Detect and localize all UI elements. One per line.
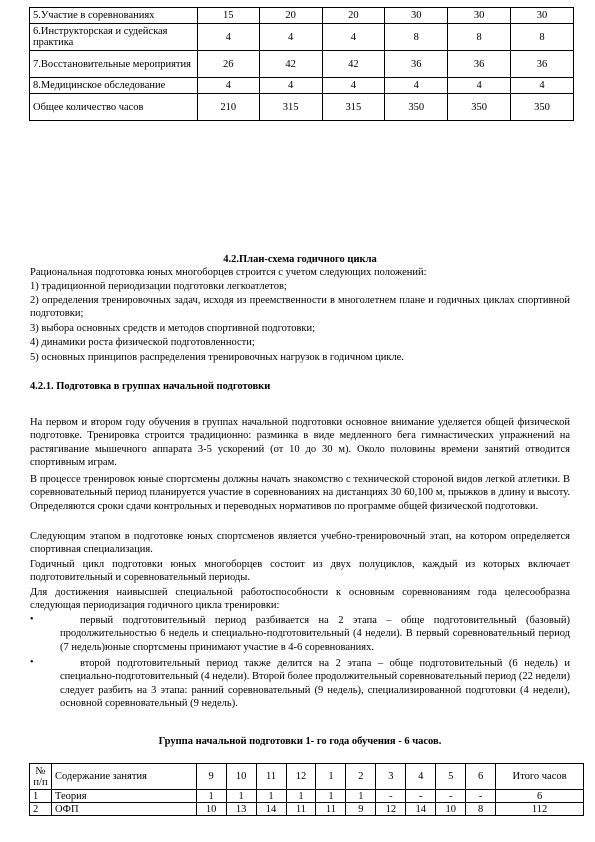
table-cell: 20 [259,8,322,24]
header-cell: Содержание занятия [51,764,196,790]
table-cell: 350 [511,94,574,121]
list-item: 5) основных принципов распределения тренировочных нагрузок в годичном цикле. [30,352,404,363]
row-label: Общее количество часов [30,94,198,121]
header-cell: 6 [466,764,496,790]
table-cell: 8 [466,803,496,816]
table-cell: 350 [448,94,511,121]
paragraph: Следующим этапом в подготовке юных спортсменов является учебно-тренировочный этап, на котором определяется спортивная специализация. [30,531,570,556]
table-cell: 315 [259,94,322,121]
table-cell: - [436,790,466,803]
table-row [30,78,574,94]
list-item: 2) определения тренировочных задач, исходя из преемственности в многолетнем плане и годичных циклах спортивной подготовки; [30,295,570,320]
table-cell: 6 [496,790,584,803]
table-cell: 112 [496,803,584,816]
table-cell: 350 [385,94,448,121]
header-cell: 11 [256,764,286,790]
table-title: Группа начальной подготовки 1- го года обучения - 6 часов. [158,736,442,747]
table-cell: 11 [316,803,346,816]
header-cell: 2 [346,764,376,790]
section-intro: Рациональная подготовка юных многоборцев строится с учетом следующих положений: [30,267,427,278]
table-row [30,24,574,51]
table-cell: 4 [511,78,574,94]
section-heading: 4.2.План-схема годичного цикла [223,254,377,265]
table-cell: 14 [406,803,436,816]
table-cell: 8 [385,24,448,51]
table-cell: 12 [376,803,406,816]
table-cell: 1 [256,790,286,803]
table-row [30,803,584,816]
header-cell: 4 [406,764,436,790]
row-label: 8.Медицинское обследование [30,78,198,94]
table-cell: ОФП [51,803,196,816]
table-cell: 4 [322,24,385,51]
table-cell: 4 [197,78,259,94]
table-cell: 8 [448,24,511,51]
table-cell: - [406,790,436,803]
list-item: 3) выбора основных средств и методов спортивной подготовки; [30,323,316,334]
table-cell: 15 [197,8,259,24]
table-cell: 4 [448,78,511,94]
table-cell: 36 [511,51,574,78]
table-cell: 13 [226,803,256,816]
table-cell: 1 [286,790,316,803]
table-header-row [30,764,584,790]
table-cell: 14 [256,803,286,816]
table-cell: 1 [316,790,346,803]
header-cell: Итого часов [496,764,584,790]
table-row [30,51,574,78]
table-cell: 2 [30,803,52,816]
table-cell: 1 [196,790,226,803]
table-cell: 30 [511,8,574,24]
table-row [30,8,574,24]
table-cell: 1 [226,790,256,803]
header-cell: № п/п [30,764,52,790]
paragraph: Годичный цикл подготовки юных многоборцев состоит из двух полуциклов, каждый из которых включает подготовительный и соревновательный периоды. [30,559,570,584]
table-cell: 10 [436,803,466,816]
table-cell: 4 [385,78,448,94]
table-cell: 42 [259,51,322,78]
table-cell: 10 [196,803,226,816]
table-cell: - [466,790,496,803]
table-cell: 9 [346,803,376,816]
table-cell: 26 [197,51,259,78]
row-label: 5.Участие в соревнованиях [30,8,198,24]
header-cell: 12 [286,764,316,790]
header-cell: 9 [196,764,226,790]
bullet-icon: • [30,614,34,625]
table-cell: 4 [259,24,322,51]
bullet-text: второй подготовительный период также делится на 2 этапа – обще подготовительный (6 недель) и специально-подготовительный (4 недели). Второй более продолжительный соревновательный период (22 недели) следует разбить на 3 этапа: ранний соревновательный (9 недель), специализированной подготовки (4 недели), основной соревновательный (9 недель). [60,658,570,709]
bullet-text: первый подготовительный период разбивается на 2 этапа – обще подготовительный (базовый) продолжительностью 6 недель и специально-подготовительный (4 недели). В первый соревновательный период (7 недель)юные спортсмены принимают участие в 4-6 соревнованиях. [60,615,570,653]
header-cell: 1 [316,764,346,790]
hours-distribution-table [29,7,574,121]
table-cell: Теория [51,790,196,803]
table-cell: 30 [385,8,448,24]
table-cell: 1 [30,790,52,803]
paragraph: На первом и втором году обучения в группах начальной подготовки основное внимание уделяется общей физической подготовке. Тренировка строится традиционно: разминка в виде медленного бега гимнастических упражнений на растягивание мышечного аппарата 3-5 ускорений (от 10 до 30 м). Около половины времени занятий отводится спортивным играм. [30,417,570,468]
table-cell: 30 [448,8,511,24]
bullet-icon: • [30,657,34,668]
list-item: 1) традиционной периодизации подготовки легкоатлетов; [30,281,287,292]
table-cell: 20 [322,8,385,24]
paragraph: Для достижения наивысшей специальной работоспособности к основным соревнованиям года целесообразна следующая периодизация годичного цикла тренировки: [30,587,570,612]
table-row [30,790,584,803]
training-plan-table [29,763,584,816]
table-cell: 1 [346,790,376,803]
table-cell: 4 [322,78,385,94]
table-cell: - [376,790,406,803]
table-cell: 36 [448,51,511,78]
list-item: 4) динамики роста физической подготовленности; [30,337,255,348]
table-cell: 36 [385,51,448,78]
table-cell: 210 [197,94,259,121]
row-label: 7.Восстановительные мероприятия [30,51,198,78]
row-label: 6.Инструкторская и судейская практика [30,24,198,51]
table-cell: 11 [286,803,316,816]
table-cell: 4 [197,24,259,51]
table-cell: 8 [511,24,574,51]
table-cell: 42 [322,51,385,78]
subsection-heading: 4.2.1. Подготовка в группах начальной подготовки [30,381,271,392]
header-cell: 5 [436,764,466,790]
paragraph: В процессе тренировок юные спортсмены должны начать знакомство с технической стороной видов легкой атлетики. В соревновательный период планируется участие в соревнованиях на дистанциях 30 60,100 м, прыжков в длину и высоту. Определяются сроки сдачи контрольных и переводных нормативов по программе общей физической подготовки. [30,474,570,512]
table-cell: 315 [322,94,385,121]
header-cell: 3 [376,764,406,790]
table-cell: 4 [259,78,322,94]
header-cell: 10 [226,764,256,790]
table-row [30,94,574,121]
